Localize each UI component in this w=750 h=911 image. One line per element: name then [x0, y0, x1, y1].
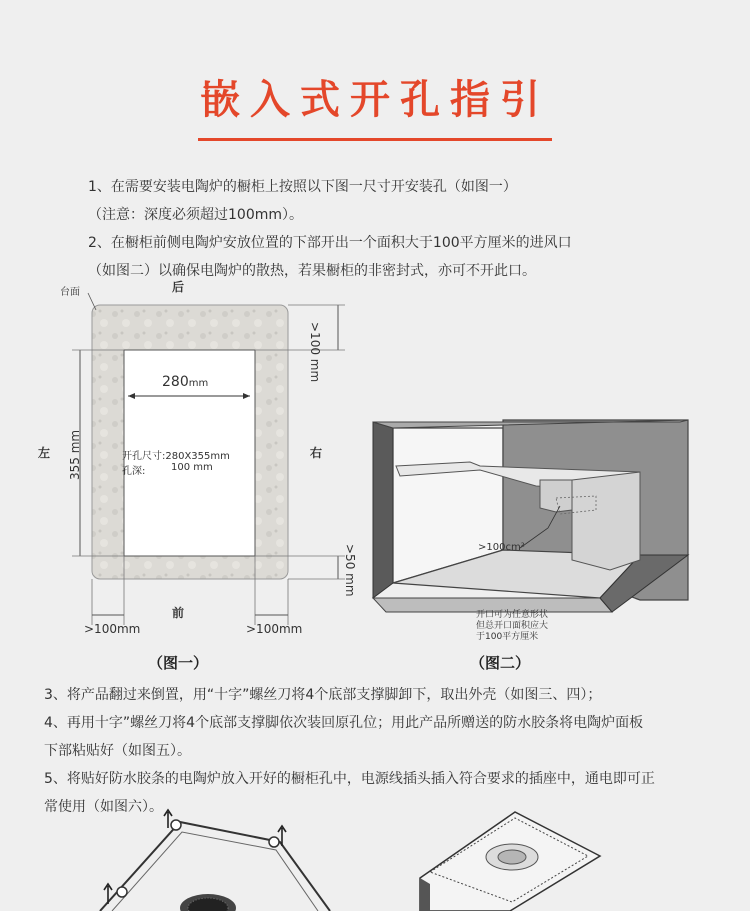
bottom-margin-dim: >50 mm [343, 544, 357, 597]
back-label: 后 [172, 280, 185, 294]
left-label: 左 [38, 446, 51, 460]
instruction-1: 1、在需要安装电陶炉的橱柜上按照以下图一尺寸开安装孔（如图一） [88, 179, 517, 195]
top-margin-dim: >100 mm [308, 322, 322, 383]
vent-area-label: >100cm² [478, 542, 525, 553]
hole-size-label: 开孔尺寸:280X355mm [122, 451, 230, 462]
figure-1-caption: （图一） [148, 654, 209, 672]
countertop-label: 台面 [60, 287, 80, 298]
hole-depth-label: 孔深: [122, 466, 146, 477]
width-dim-value: 280 [162, 374, 189, 390]
instruction-2-cont: （如图二）以确保电陶炉的散热，若果橱柜的非密封式，亦可不开此口。 [88, 263, 536, 279]
hole-depth-value: 100 mm [171, 462, 213, 473]
instruction-4-cont: 下部粘贴好（如图五）。 [44, 743, 191, 759]
page-title: 嵌入式开孔指引 [200, 77, 550, 123]
depth-dim: 355 mm [68, 429, 82, 480]
instruction-2: 2、在橱柜前侧电陶炉安放位置的下部开出一个面积大于100平方厘米的进风口 [88, 235, 572, 251]
instruction-5: 5、将贴好防水胶条的电陶炉放入开好的橱柜孔中，电源线插头插入符合要求的插座中，通电即可正 [44, 771, 655, 787]
left-margin-dim: >100mm [84, 622, 141, 636]
width-dim-unit: mm [188, 378, 209, 389]
instruction-4: 4、再用十字”螺丝刀将4个底部支撑脚依次装回原孔位；用此产品所赠送的防水胶条将电陶炉面板 [44, 715, 644, 731]
right-label: 右 [310, 446, 323, 460]
front-label: 前 [172, 606, 185, 620]
instruction-1-note: （注意：深度必须超过100mm）。 [88, 207, 303, 223]
vent-note-line1: 开口可为任意形状 [476, 610, 549, 620]
instruction-5-cont: 常使用（如图六）。 [44, 799, 163, 815]
vent-note-line3: 于100平方厘米 [476, 632, 539, 642]
right-margin-dim: >100mm [246, 622, 303, 636]
figure-2-caption: （图二） [470, 654, 531, 672]
instruction-3: 3、将产品翻过来倒置，用“十字”螺丝刀将4个底部支撑脚卸下，取出外壳（如图三、四）； [44, 687, 602, 703]
vent-note-line2: 但总开口面积应大 [476, 621, 549, 631]
